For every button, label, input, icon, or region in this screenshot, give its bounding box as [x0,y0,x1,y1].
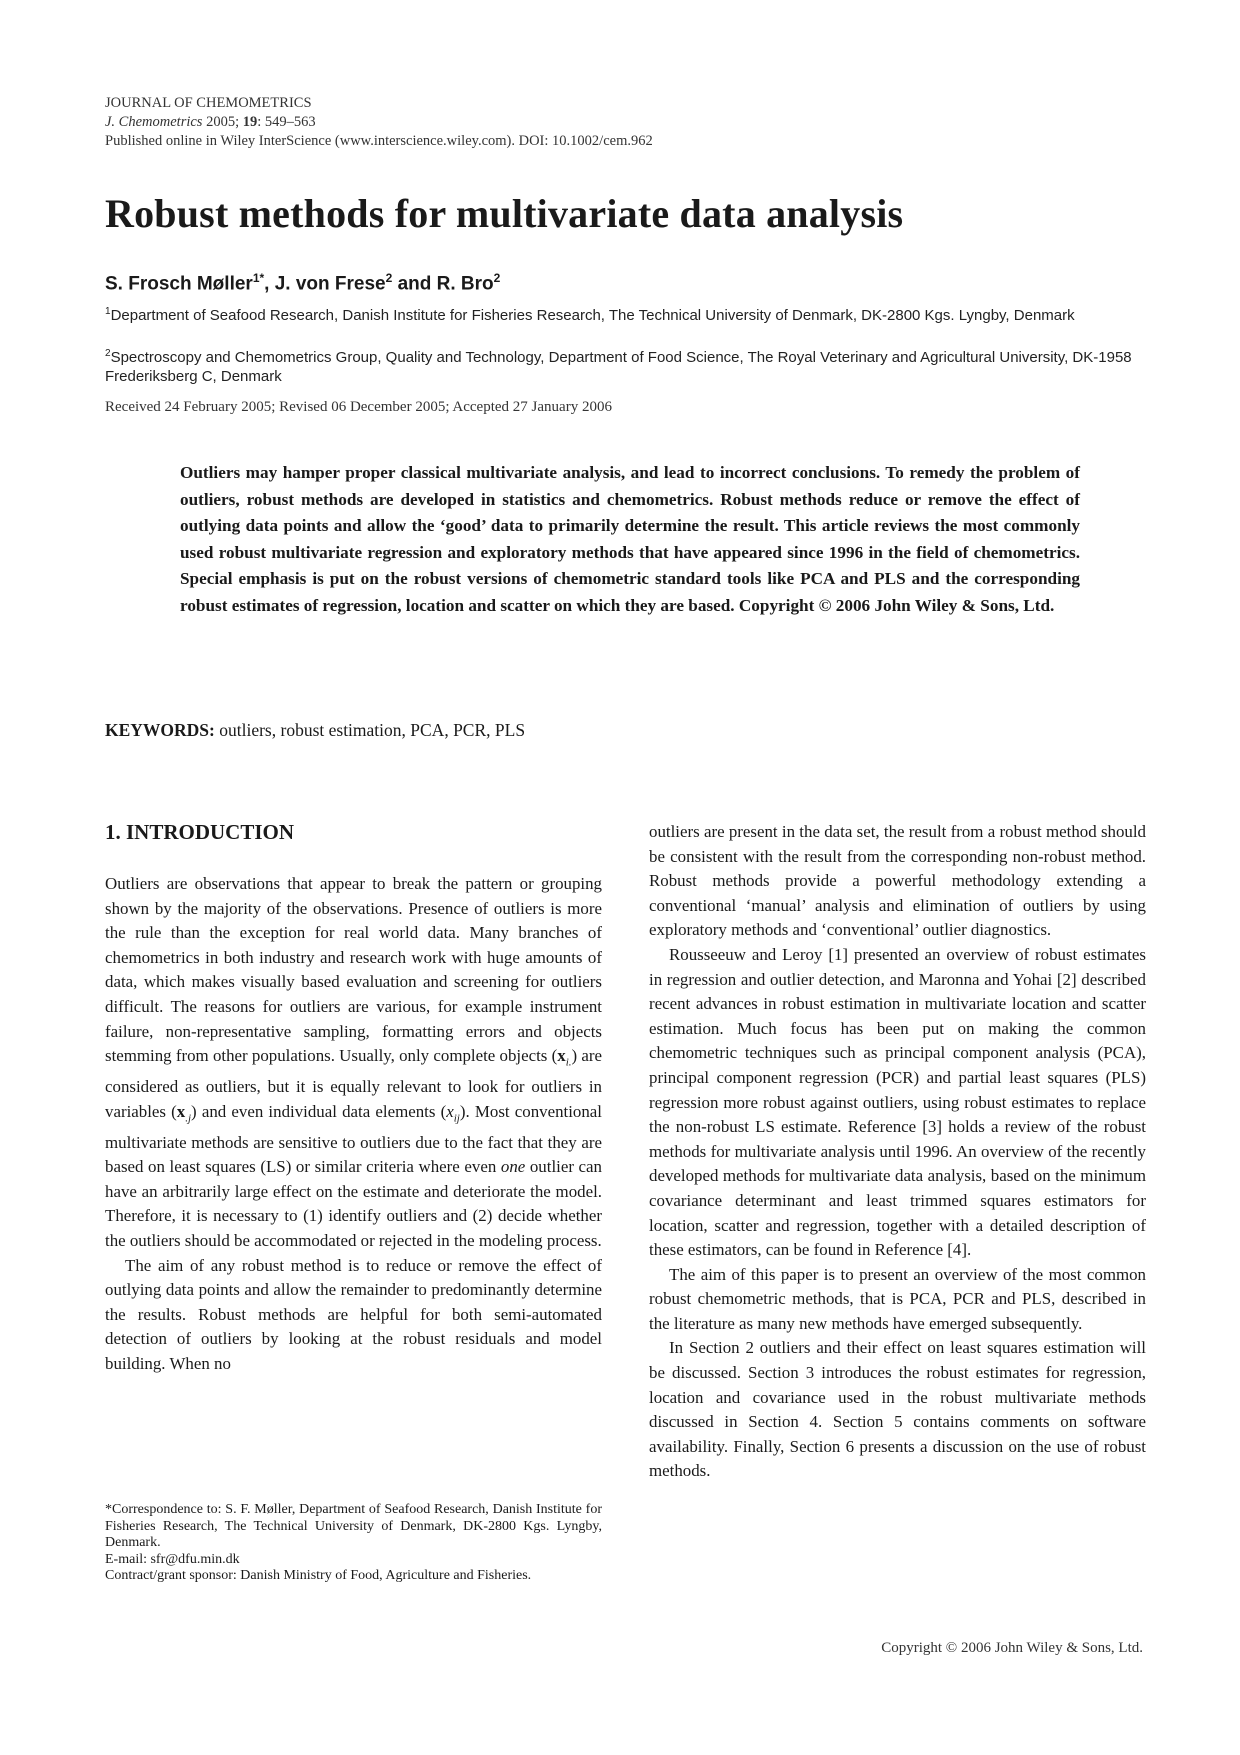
affiliation-1 [105,302,1135,325]
affiliation-1-text: Department of Seafood Research, Danish Institute for Fisheries Research, The Technical University of Denmark, DK-2800 Kgs. Lyngby, Denmark [110,307,1075,324]
footnote [105,1502,602,1585]
math-sub: ij [453,1112,460,1125]
author-list [105,271,500,295]
journal-citation [105,113,653,132]
column-left [105,872,602,1377]
affiliation-1-marker: 1 [105,306,111,317]
grant-sponsor: Contract/grant sponsor: Danish Ministry of Food, Agriculture and Fisheries. [105,1568,532,1583]
intro-paragraph-3: outliers are present in the data set, the result from a robust method should be consistent with the result from the corresponding non-robust method. Robust methods provide a powerful methodology extending a conventional ‘manual’ analysis and elimination of outliers by using exploratory methods and ‘conventional’ outlier diagnostics. [649,822,1146,940]
intro-paragraph-4: Rousseeuw and Leroy [1] presented an overview of robust estimates in regression and outlier detection, and Maronna and Yohai [2] described recent advances in robust estimation in multivariate location and scatter estimation. Much focus has been put on making the common chemometric techniques such as principal component analysis (PCA), principal component regression (PCR) and partial least squares (PLS) regression more robust against outliers, using robust estimates to replace the non-robust LS estimate. Reference [3] holds a review of the robust methods for multivariate analysis until 1996. An overview of the recently developed methods for multivariate data analysis, based on the minimum covariance determinant and least trimmed squares estimators for location, scatter and regression, together with a detailed description of these estimators, can be found in Reference [4]. [649,944,1146,1260]
column-right [649,820,1146,1484]
emphasis: one [500,1157,526,1177]
keywords [105,720,525,741]
intro-paragraph-5: The aim of this paper is to present an overview of the most common robust chemometric methods, that is PCA, PCR and PLS, described in the literature as many new methods have emerged subsequently. [649,1264,1146,1333]
author-1-affil: 1* [252,271,265,285]
received-dates: Received 24 February 2005; Revised 06 December 2005; Accepted 27 January 2006 [105,399,612,415]
text-run: ). Most conventional multivariate methods are sensitive to outliers due to the fact that they are based on least squares (LS) or similar criteria where even [105,1101,602,1177]
intro-paragraph-2: The aim of any robust method is to reduce or remove the effect of outlying data points and allow the remainder to predominantly determine the results. Robust methods are helpful for both semi-automated detection of outliers by looking at the robust residuals and model building. When no [105,1255,602,1374]
intro-paragraph-1 [105,872,602,1254]
citation-journal: J. Chemometrics [105,114,203,130]
published-online: Published online in Wiley InterScience (www.interscience.wiley.com). DOI: 10.1002/cem.962 [105,133,653,149]
text-run: ) are considered as outliers, but it is equally relevant to look for outliers in variables ( [105,1046,603,1121]
math-x: x [176,1101,186,1121]
citation-volume: 19 [242,114,258,130]
abstract: Outliers may hamper proper classical multivariate analysis, and lead to incorrect conclusions. To remedy the problem of outliers, robust methods are developed in statistics and chemometrics. Robust methods reduce or remove the effect of outlying data points and allow the ‘good’ data to primarily determine the result. This article reviews the most commonly used robust multivariate regression and exploratory methods that have appeared since 1996 in the field of chemometrics. Special emphasis is put on the robust versions of chemometric standard tools like PCA and PLS and the corresponding robust estimates of regression, location and scatter on which they are based. Copyright © 2006 John Wiley & Sons, Ltd. [180,463,1080,615]
section-heading-introduction: 1. INTRODUCTION [105,820,295,844]
intro-paragraph-6: In Section 2 outliers and their effect on least squares estimation will be discussed. Section 3 introduces the robust estimates for regression, location and covariance used in the robust multivariate methods discussed in Section 4. Section 5 contains comments on software availability. Finally, Section 6 presents a discussion on the use of robust methods. [649,1338,1146,1481]
author-2: , J. von Frese [264,273,386,295]
math-x: x [446,1101,454,1121]
citation-year: 2005; [202,114,243,130]
author-3: and R. Bro [392,273,494,295]
copyright-footer: Copyright © 2006 John Wiley & Sons, Ltd. [881,1640,1143,1656]
journal-header [105,94,653,151]
math-x: x [557,1046,566,1066]
math-sub: .j [185,1112,192,1125]
author-1: S. Frosch Møller [105,273,253,295]
affiliation-2-marker: 2 [105,348,111,359]
math-sub: i. [565,1056,572,1069]
author-3-affil: 2 [493,271,501,285]
text-run: ) and even individual data elements ( [191,1101,447,1121]
journal-name: JOURNAL OF CHEMOMETRICS [105,95,312,111]
correspondence: *Correspondence to: S. F. Møller, Department of Seafood Research, Danish Institute for Fisheries Research, The Technical University of Denmark, DK-2800 Kgs. Lyngby, Denmark. [105,1502,602,1550]
author-2-affil: 2 [385,271,393,285]
paper-title: Robust methods for multivariate data analysis [105,191,904,236]
affiliation-2 [105,344,1135,386]
keywords-label: KEYWORDS: [105,720,215,740]
text-run: outlier can have an arbitrarily large effect on the estimate and deteriorate the model. Therefore, it is necessary to (1) identify outliers and (2) decide whether the outliers should be accommodated or rejected in the modeling process. [105,1157,602,1251]
keywords-list: outliers, robust estimation, PCA, PCR, PLS [214,720,526,740]
text-run: Outliers are observations that appear to break the pattern or grouping shown by the majority of the observations. Presence of outliers is more the rule than the exception for real world data. Many branches of chemometrics in both industry and research work with huge amounts of data, which makes visually based evaluation and screening for outliers difficult. The reasons for outliers are various, for example instrument failure, non-representative sampling, formatting errors and objects stemming from other populations. Usually, only complete objects ( [105,874,602,1066]
citation-pages: : 549–563 [257,114,316,130]
affiliation-2-text: Spectroscopy and Chemometrics Group, Quality and Technology, Department of Food Science, The Royal Veterinary and Agricultural University, DK-1958 Frederiksberg C, Denmark [105,349,1132,385]
email: E-mail: sfr@dfu.min.dk [105,1551,240,1567]
